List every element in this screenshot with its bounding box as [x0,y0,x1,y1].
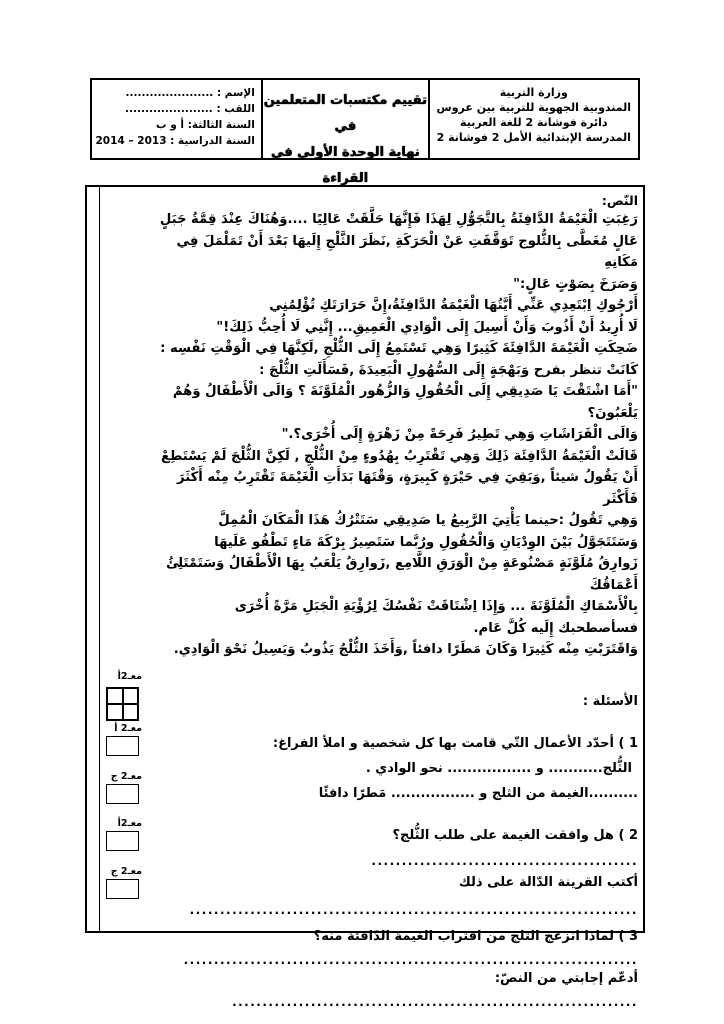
questions-heading: الأسئلة : [582,693,638,709]
story-line: وَصَرَخَ بِصَوْتٍ عَالٍ:" [513,276,638,292]
criterion-label: معـ2 ج [110,771,142,782]
story-line: أَنْ يَقُولُ شيئاً ,وَبَقِيَ فِي حَيْرَةٍ كَبِيرَةٍ، وَقْتَهَا بَدَأَتِ الْغَيْمَةَ تَقْتَرِبُ مِنْه أَكْثَرَ فَأَكْثَر [177,470,638,507]
header-table [90,78,640,186]
story-line: وَهِي تَقُولُ :حينما يَأْتِيَ الرَّبِيعُ يا صَدِيقِي سَتَتْرُكُ هَذَا الْمَكَانَ الْمُمِلَّ [218,513,638,528]
story-line: وَسَتَتَجَوَّلُ بَيْنَ الوِدْيَانِ وَالْحُقُولِ ورُبَّما سَتَصِيرُ بِرْكَةَ مَاءٍ تَطْفُو عَلَيهَا [214,534,638,550]
criterion-label: معـ2أ [117,671,142,682]
story-line: "أَمَا اشْتَقْتَ يَا صَدِيقِي إِلَى الْحُقُولِ وَالزُّهُور الْمُلَوَّنَةَ ؟ وَالَى الْأَطْفَالُ وَهُمْ يَلْعَبُونَ؟ [172,384,638,421]
grading-margin-column [99,187,146,931]
criterion-label: معـ2 ج [110,866,142,877]
question-3: 3 ) لماذا انزعج الثلج من اقتراب الغيمة الدّافئة منه؟ [313,928,638,944]
criterion-label: معـ2أ [117,818,142,829]
story-line: لَا أُرِيدُ أَنْ أَذُوبَ وَأَنْ أَسِيلَ إِلَى الْوَادِي الْعَمِيقِ... إِنَّنِي لَا أُحِبُّ ذَلِكَ!" [216,319,638,335]
story-line: زَوارِقُ مُلَوَّنَةٍ مَصْنُوعَةٍ مِنْ الْوَرَقِ اللَّامِع ,زَوارِقُ يَلْعَبُ بِهَا الْأَطْفَالُ وَسَتَمْتَلِئُ أَعْمَاقُكَ [166,556,638,593]
story-line: كَانَتْ تنظر بفرح وَبَهْجَةٍ إِلَى السُّهُولِ الْبَعِيدَةَ ,فَسَأَلَتِ الثُّلْجَ : [259,362,638,378]
institution-block [430,80,638,158]
school-year-label: السنة الدراسية : 2013 – 2014 [95,135,255,147]
answer-dotted-line: ........................................................................... [183,952,638,967]
answer-dotted-line: ............................................ [371,853,638,868]
story-line: رَغِبَتِ الْغَيْمَةُ الدَّافِئَةُ بِالتَّجَوُّلِ لِهَذَا فَإِنَّهَا حَلَّقَتْ عَالِيًا ....وَهُنَاكَ عِنْدَ قِمَّةُ جَبَلٍ [159,212,638,227]
student-surname-field: اللقب : ...................... [125,103,255,115]
story-line: قَالَتْ الْغَيْمَةُ الدَّافِئَة ذَلِكَ وَهِي تَقْتَرِبُ بِهُدُوءٍ مِنْ الثُّلْجِ , لَكِنَّ الثُّلْجَ لَمْ يَسْتَطِعْ [160,448,638,464]
exam-title [261,80,430,186]
exam-title-line2: نهاية الوحدة الأولى في القراءة [270,145,420,186]
criterion-label: معـ2 أ [114,723,142,734]
reading-text [150,209,638,661]
criterion-score-box [106,736,139,756]
text-area [146,187,643,1009]
question-2: 2 ) هل وافقت الغيمة على طلب الثُّلج؟ [392,827,638,843]
grid-cell [123,688,139,704]
criterion-score-box [106,831,139,851]
student-class-label: السنة الثالثة: أ و ب [156,119,255,131]
grid-cell [107,688,123,704]
answer-dotted-line: ................................................................... [232,994,638,1009]
story-line: بِالْأَسْمَاكِ الْمُلَوَّنَةَ ... وَإِذَا اِشْتَاقَتْ نَفْسُكَ لِرُؤْيَةِ الْجَبَلِ مَرَّةً أُخْرَى [234,599,638,614]
criterion-score-box [106,879,139,899]
exam-title-line1: تقييم مكتسبات المتعلمين في [263,93,427,134]
main-box [85,185,645,1009]
student-info-block [92,80,261,158]
story-line: ضَحِكَتِ الْغَيْمَةَ الدَّافِئَةَ كَثِيرًا وَهِي تَسْتَمِعُ إِلَى الثُّلْجِ ,لَكِنَّهَا فِي الْوَقْتِ نَفْسِه : [160,341,638,356]
criterion-grid-box [106,687,139,721]
grid-cell [123,704,139,720]
institution-line: دائرة فوشانة 2 للغة العربية [460,116,608,129]
grid-cell [107,704,123,720]
question-2-subtext: أكتب القرينة الدّالة على ذلك [458,874,638,890]
story-line: عَالٍ مُغَطَّى بِالثُّلوج تَوَقَّفَتِ عَنْ الْحَرَكَةِ ,نَظَرَ الثَّلْجِ إِلَيهَا بَعْدَ أَنْ تَمَلْمَلَ فِي مَكَانِهِ [176,233,638,270]
story-line: وَالَى الْفَرَاشَاتِ وَهِي تَطِيرُ فَرِحَةً مِنْ زَهْرَةٍ إِلَى أُخْرَى؟." [281,427,638,442]
institution-line: المدرسة الإبتدائية الأمل 2 فوشانة 2 [436,131,631,144]
question-1-blank-line-1: الثُّلج........... و ................. نحو الوادي . [365,760,632,776]
story-line: أَرْجُوكِ اِبْتَعِدِي عَنِّي أَيَّتُهَا الْغَيْمَةُ الدَّافِئَةُ،إِنَّ حَرَارَتَكِ تُؤْلِمُنِي [269,298,638,313]
text-label: النّص: [601,193,638,208]
criterion-score-box [106,784,139,804]
question-1-blank-line-2: ..........الغيمة من الثلج و ................. مَطرًا دافئًا [318,785,638,801]
question-1: 1 ) أحدّد الأعمال التّي قامت بها كل شخصية و املأ الفراغ: [272,735,638,751]
institution-line: وزارة التربية [499,86,568,99]
story-line: وَاقَتَرَبْتِ مِنْه كَثِيرَا وَكَانَ مَطَرًا دافئاً ,وَأَخَذَ الثُّلْجُ يَذُوبُ وَيَسِيلُ نَحْوَ الْوَادِي. [173,642,638,657]
answer-dotted-line: .......................................................................... [189,902,638,917]
story-line: فسأصطحبك إِلَيه كُلَّ عَام. [473,620,638,636]
institution-line: المندوبية الجهوية للتربية بين عروس [436,101,632,114]
student-name-field: الإسم : ...................... [125,87,255,99]
question-3-subtext: أدعّم إجابتي من النصّ: [494,970,638,986]
